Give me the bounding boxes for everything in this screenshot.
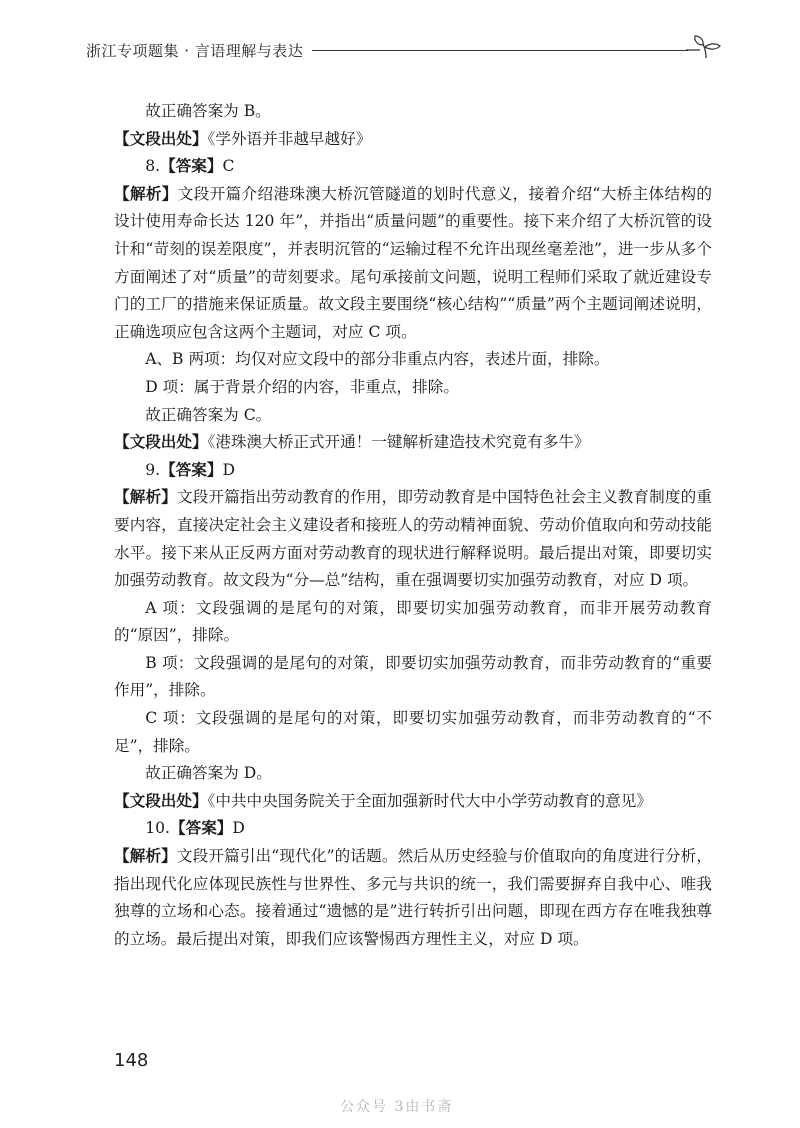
answer-tag: 【答案】 <box>160 157 223 176</box>
option-analysis: C 项：文段强调的是尾句的对策，即要切实加强劳动教育，而非劳动教育的“不足”，排除。 <box>114 709 712 755</box>
analysis-text: 文段开篇指出劳动教育的作用，即劳动教育是中国特色社会主义教育制度的重要内容，直接决定社会主义建设者和接班人的劳动精神面貌、劳动价值取向和劳动技能水平。接下来从正反两方面对劳动教育的现状进行解释说明。最后提出对策，即要切实加强劳动教育。故文段为“分—总”结构，重在强调要切实加强劳动教育，对应 D 项。 <box>114 488 712 590</box>
question-answer-line <box>114 457 712 485</box>
option-analysis: A、B 两项：均仅对应文段中的部分非重点内容，表述片面，排除。 <box>145 350 610 369</box>
header-title: 浙江专项题集 · 言语理解与表达 <box>86 42 304 60</box>
source-line <box>114 429 712 457</box>
source-tag: 【文段出处】 <box>114 129 208 148</box>
page-number: 148 <box>114 1050 149 1071</box>
answer-tag: 【答案】 <box>160 460 223 479</box>
option-analysis: D 项：属于背景介绍的内容，非重点，排除。 <box>145 377 459 396</box>
analysis-paragraph <box>114 181 712 347</box>
answer-value: D <box>222 460 235 479</box>
question-answer-line <box>114 153 712 181</box>
answer-value: C <box>222 157 235 176</box>
source-tag: 【文段出处】 <box>114 433 208 452</box>
source-line <box>114 126 712 154</box>
analysis-tag: 【解析】 <box>114 488 177 507</box>
analysis-tag: 【解析】 <box>114 847 177 866</box>
page-body <box>114 98 712 953</box>
analysis-text: 文段开篇引出“现代化”的话题。然后从历史经验与价值取向的角度进行分析，指出现代化应体现民族性与世界性、多元与共识的统一，我们需要摒弃自我中心、唯我独尊的立场和心态。接着通过“遗憾的是”进行转折引出问题，即现在西方存在唯我独尊的立场。最后提出对策，即我们应该警惕西方理性主义，对应 D 项。 <box>114 847 712 948</box>
analysis-text: 文段开篇介绍港珠澳大桥沉管隧道的划时代意义，接着介绍“大桥主体结构的设计使用寿命长达 120 年”，并指出“质量问题”的重要性。接下来介绍了大桥沉管的设计和“苛刻的误差限度”，并表明沉管的“运输过程不允许出现丝毫差池”，进一步从多个方面阐述了对“质量”的苛刻要求。尾句承接前文问题，说明工程师们采取了就近建设专门的工厂的措施来保证质量。故文段主要围绕“核心结构”“质量”两个主题词阐述说明，正确选项应包含这两个主题词，对应 C 项。 <box>114 184 712 341</box>
answer-line: 故正确答案为 B。 <box>145 102 271 120</box>
answer-tag: 【答案】 <box>170 819 233 838</box>
sprout-icon <box>686 34 726 64</box>
answer-line: 故正确答案为 D。 <box>145 764 272 783</box>
source-tag: 【文段出处】 <box>114 791 208 810</box>
analysis-tag: 【解析】 <box>114 184 178 203</box>
source-line <box>114 788 712 816</box>
answer-value: D <box>232 819 245 838</box>
question-number: 10. <box>145 819 170 838</box>
source-text: 《学外语并非越早越好》 <box>207 129 372 148</box>
analysis-paragraph <box>114 843 712 953</box>
source-text: 《中共中央国务院关于全面加强新时代大中小学劳动教育的意见》 <box>207 791 652 810</box>
header-rule <box>312 50 688 51</box>
question-number: 9. <box>145 460 161 479</box>
running-header <box>86 34 726 64</box>
question-answer-line <box>114 815 712 843</box>
question-number: 8. <box>145 157 161 176</box>
option-analysis: A 项：文段强调的是尾句的对策，即要切实加强劳动教育，而非开展劳动教育的“原因”，排除。 <box>114 598 712 645</box>
option-analysis: B 项：文段强调的是尾句的对策，即要切实加强劳动教育，而非劳动教育的“重要作用”，排除。 <box>114 653 712 700</box>
answer-line: 故正确答案为 C。 <box>145 405 272 424</box>
analysis-paragraph <box>114 484 712 594</box>
source-text: 《港珠澳大桥正式开通！一键解析建造技术究竟有多牛》 <box>207 433 590 452</box>
watermark: 公众号 3由书斋 <box>340 1099 454 1115</box>
